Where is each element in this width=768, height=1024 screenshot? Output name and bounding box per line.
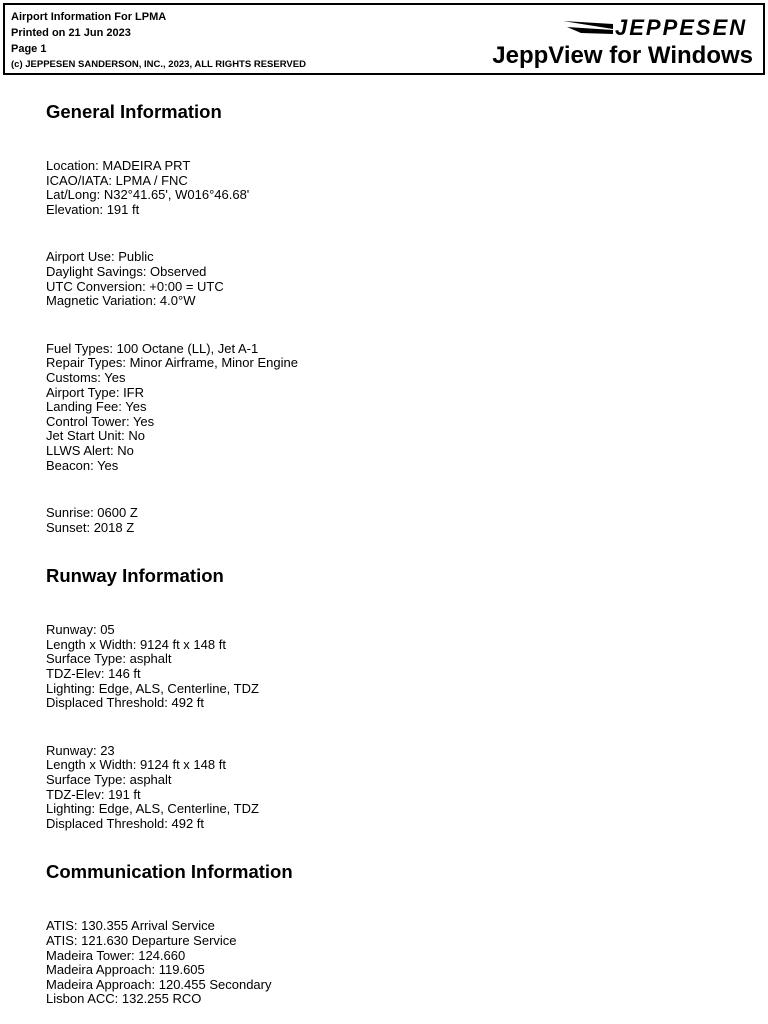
- info-line: Surface Type: asphalt: [46, 772, 172, 788]
- info-line: TDZ-Elev: 146 ft: [46, 666, 141, 682]
- info-line: Magnetic Variation: 4.0°W: [46, 293, 196, 309]
- info-line: TDZ-Elev: 191 ft: [46, 786, 141, 802]
- copyright-notice: (c) JEPPESEN SANDERSON, INC., 2023, ALL RIGHTS RESERVED: [11, 59, 306, 70]
- info-group: [46, 250, 746, 308]
- jeppesen-swoosh-icon: [563, 20, 613, 36]
- info-line: Landing Fee: Yes: [46, 399, 147, 415]
- info-line: Madeira Tower: 124.660: [46, 947, 186, 963]
- info-group: [46, 623, 746, 711]
- info-line: ATIS: 121.630 Departure Service: [46, 933, 237, 948]
- section-communication-information: [46, 857, 746, 1007]
- info-line: Lighting: Edge, ALS, Centerline, TDZ: [46, 801, 259, 817]
- section-heading: Communication Information: [46, 861, 293, 883]
- info-line: Repair Types: Minor Airframe, Minor Engine: [46, 355, 298, 371]
- jeppesen-logo: [563, 17, 753, 41]
- document-header: [3, 3, 765, 75]
- info-line: Runway: 23: [46, 742, 115, 758]
- header-title: Airport Information For LPMA: [11, 11, 167, 23]
- info-line: Surface Type: asphalt: [46, 651, 172, 667]
- info-line: Lat/Long: N32°41.65', W016°46.68': [46, 187, 250, 203]
- info-group: [46, 342, 746, 473]
- info-group: [46, 744, 746, 832]
- info-line: Length x Width: 9124 ft x 148 ft: [46, 636, 226, 652]
- info-line: Lisbon ACC: 132.255 RCO: [46, 991, 202, 1007]
- info-line: Airport Type: IFR: [46, 384, 145, 400]
- info-line: Sunrise: 0600 Z: [46, 505, 138, 521]
- section-heading: General Information: [46, 101, 222, 122]
- info-line: Runway: 05: [46, 622, 115, 638]
- info-line: Airport Use: Public: [46, 249, 154, 265]
- info-group: [46, 919, 746, 1007]
- info-line: Madeira Approach: 120.455 Secondary: [46, 976, 272, 992]
- info-line: ICAO/IATA: LPMA / FNC: [46, 172, 188, 188]
- info-line: ATIS: 130.355 Arrival Service: [46, 918, 215, 934]
- product-title: JeppView for Windows: [492, 42, 753, 69]
- info-line: Control Tower: Yes: [46, 413, 155, 429]
- info-line: Displaced Threshold: 492 ft: [46, 815, 205, 831]
- info-line: Jet Start Unit: No: [46, 428, 145, 444]
- info-line: Daylight Savings: Observed: [46, 263, 207, 279]
- info-group: [46, 159, 746, 217]
- document-body: [46, 97, 746, 1007]
- info-line: Lighting: Edge, ALS, Centerline, TDZ: [46, 680, 259, 696]
- info-line: Beacon: Yes: [46, 457, 119, 473]
- info-line: UTC Conversion: +0:00 = UTC: [46, 278, 224, 294]
- section-runway-information: [46, 561, 746, 831]
- info-line: LLWS Alert: No: [46, 442, 134, 458]
- print-date: Printed on 21 Jun 2023: [11, 27, 131, 39]
- info-group: [46, 506, 746, 535]
- page-number: Page 1: [11, 43, 47, 55]
- info-line: Displaced Threshold: 492 ft: [46, 695, 205, 711]
- info-line: Location: MADEIRA PRT: [46, 158, 191, 173]
- section-general-information: [46, 97, 746, 535]
- info-line: Length x Width: 9124 ft x 148 ft: [46, 757, 226, 773]
- info-line: Fuel Types: 100 Octane (LL), Jet A-1: [46, 340, 259, 356]
- info-line: Madeira Approach: 119.605: [46, 962, 205, 978]
- info-line: Customs: Yes: [46, 369, 126, 385]
- header-meta: [11, 9, 306, 73]
- brand-name: JEPPESEN: [615, 15, 748, 40]
- info-line: Sunset: 2018 Z: [46, 519, 135, 535]
- section-heading: Runway Information: [46, 565, 224, 587]
- info-line: Elevation: 191 ft: [46, 201, 140, 217]
